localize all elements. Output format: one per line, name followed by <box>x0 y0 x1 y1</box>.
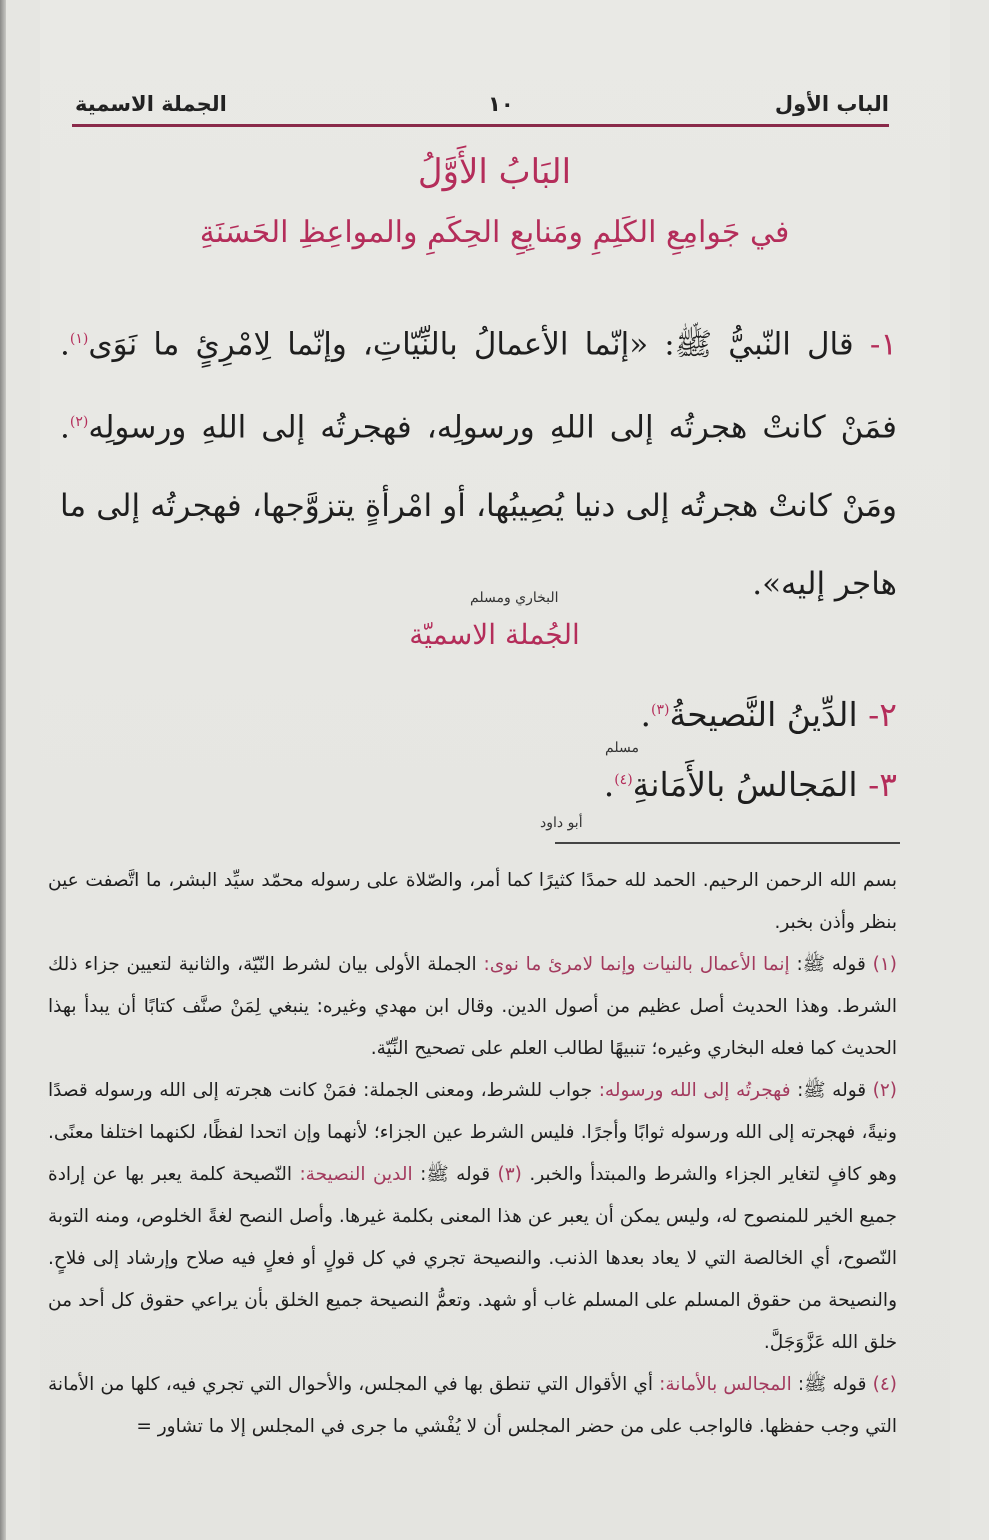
footnote-quote: المجالس بالأمانة: <box>659 1374 792 1395</box>
footnote-lead: قوله ﷺ: <box>797 1080 867 1101</box>
footnote-number: (١) <box>872 954 897 975</box>
hadith-source: مسلم <box>605 740 639 756</box>
hadith-text: قال النّبيُّ ﷺ: «إنّما الأعمالُ بالنِّيّاتِ، وإنّما لِامْرِئٍ ما نَوَى <box>88 326 854 363</box>
footnote-quote: إنما الأعمال بالنيات وإنما لامرئ ما نوى: <box>483 954 790 975</box>
hadith-2 <box>641 695 897 734</box>
section-title: الجُملة الاسميّة <box>409 618 580 651</box>
footnote-quote: الدين النصيحة: <box>299 1164 413 1185</box>
footnotes <box>48 860 897 1448</box>
footnote-ref-3[interactable]: (٣) <box>651 702 670 718</box>
hadith-number: ١- <box>869 326 897 363</box>
footnote-2-3 <box>48 1070 897 1364</box>
header-chapter-title: الباب الأول <box>774 92 889 116</box>
hadith-number: ٢- <box>868 695 897 734</box>
footnote-number: (٢) <box>872 1080 897 1101</box>
hadith-end-mark: . <box>603 765 615 804</box>
footnote-4 <box>48 1364 897 1448</box>
hadith-end-mark: . <box>640 695 652 734</box>
footnote-lead: قوله ﷺ: <box>797 1374 867 1395</box>
footnote-1 <box>48 944 897 1070</box>
hadith-1 <box>60 300 897 623</box>
footnote-divider <box>555 842 900 844</box>
footnote-lead: قوله ﷺ: <box>796 954 866 975</box>
footnote-ref-1[interactable]: (١) <box>69 331 89 347</box>
hadith-text: . ومَنْ كانتْ هجرتُه إلى دنيا يُصِيبُها، أو امْرأةٍ يتزوَّجها، فهجرتُه إلى ما هاجر إليه». <box>60 409 897 602</box>
footnote-text: الجملة الأولى بيان لشرط النّيّة، والثانية لتعيين جزاء ذلك الشرط. وهذا الحديث أصل عظيم من أصول الدين. وقال ابن مهدي وغيره: ينبغي لِمَنْ صنَّف كتابًا أن يبدأ بهذا الحديث كما فعله البخاري وغيره؛ تنبيهًا لطالب العلم على تصحيح النِّيّة. <box>48 954 897 1059</box>
hadith-number: ٣- <box>868 765 897 804</box>
hadith-text: الدِّينُ النَّصيحةُ <box>669 695 858 734</box>
footnote-number: (٣) <box>497 1164 522 1185</box>
hadith-3 <box>604 765 897 804</box>
footnote-ref-2[interactable]: (٢) <box>69 414 89 431</box>
chapter-subtitle: في جَوامِعِ الكَلِمِ ومَنابِعِ الحِكَمِ والمواعِظِ الحَسَنَةِ <box>199 215 790 250</box>
header-divider <box>72 124 889 127</box>
hadith-source: البخاري ومسلم <box>470 590 559 606</box>
footnote-lead: قوله ﷺ: <box>420 1164 491 1185</box>
footnote-intro: بسم الله الرحمن الرحيم. الحمد لله حمدًا كثيرًا كما أمر، والصّلاة على رسوله محمّد سيِّد البشر، ما اتَّصفت عين بنظر وأذن بخبر. <box>48 870 897 933</box>
footnote-text: جواب للشرط، ومعنى الجملة: فمَنْ كانت هجرته إلى الله ورسوله قصدًا ونيةً، فهجرته إلى الله ورسوله ثوابًا وأجرًا. فليس الشرط عين الجزاء؛ لأنهما وإن اتحدا لفظًا، لكنهما اختلفا معنًى. وهو كافٍ لتغاير الجزاء والشرط والمبتدأ والخبر. <box>48 1080 897 1185</box>
footnote-text: النّصيحة كلمة يعبر بها عن إرادة جميع الخير للمنصوح له، وليس يمكن أن يعبر عن هذا المعنى بكلمة غيرها. وأصل النصح لغةً الخلوص، ومنه التوبة النّصوح، أي الخالصة التي لا يعاد بعدها الذنب. والنصيحة تجري في كل قولٍ أو فعلٍ فيه صلاح وإرشاد إلى فلاحٍ. والنصيحة من حقوق المسلم على المسلم غاب أو شهد. وتعمُّ النصيحة جميع الخلق بأن يراعي حقوق كل أحد من خلق الله عَزَّوَجَلَّ. <box>48 1164 897 1353</box>
hadith-text: . فمَنْ كانتْ هجرتُه إلى اللهِ ورسولِه، فهجرتُه إلى اللهِ ورسولِه <box>60 326 897 446</box>
hadith-text: المَجالسُ بالأَمَانةِ <box>632 765 858 804</box>
footnote-number: (٤) <box>872 1374 897 1395</box>
header-section-title: الجملة الاسمية <box>75 92 227 116</box>
footnote-ref-4[interactable]: (٤) <box>614 772 633 788</box>
page-number: ١٠ <box>488 92 514 116</box>
hadith-source: أبو داود <box>540 815 583 831</box>
footnote-text: أي الأقوال التي تنطق بها في المجلس، والأحوال التي تجري فيه، كلها من الأمانة التي وجب حفظها. فالواجب على من حضر المجلس أن لا يُفْشي ما جرى في المجلس إلا ما تشاور = <box>48 1374 897 1437</box>
running-header <box>75 82 889 126</box>
footnote-quote: فهجرتُه إلى الله ورسوله: <box>598 1080 791 1101</box>
chapter-title: البَابُ الأَوَّلُ <box>417 152 572 192</box>
